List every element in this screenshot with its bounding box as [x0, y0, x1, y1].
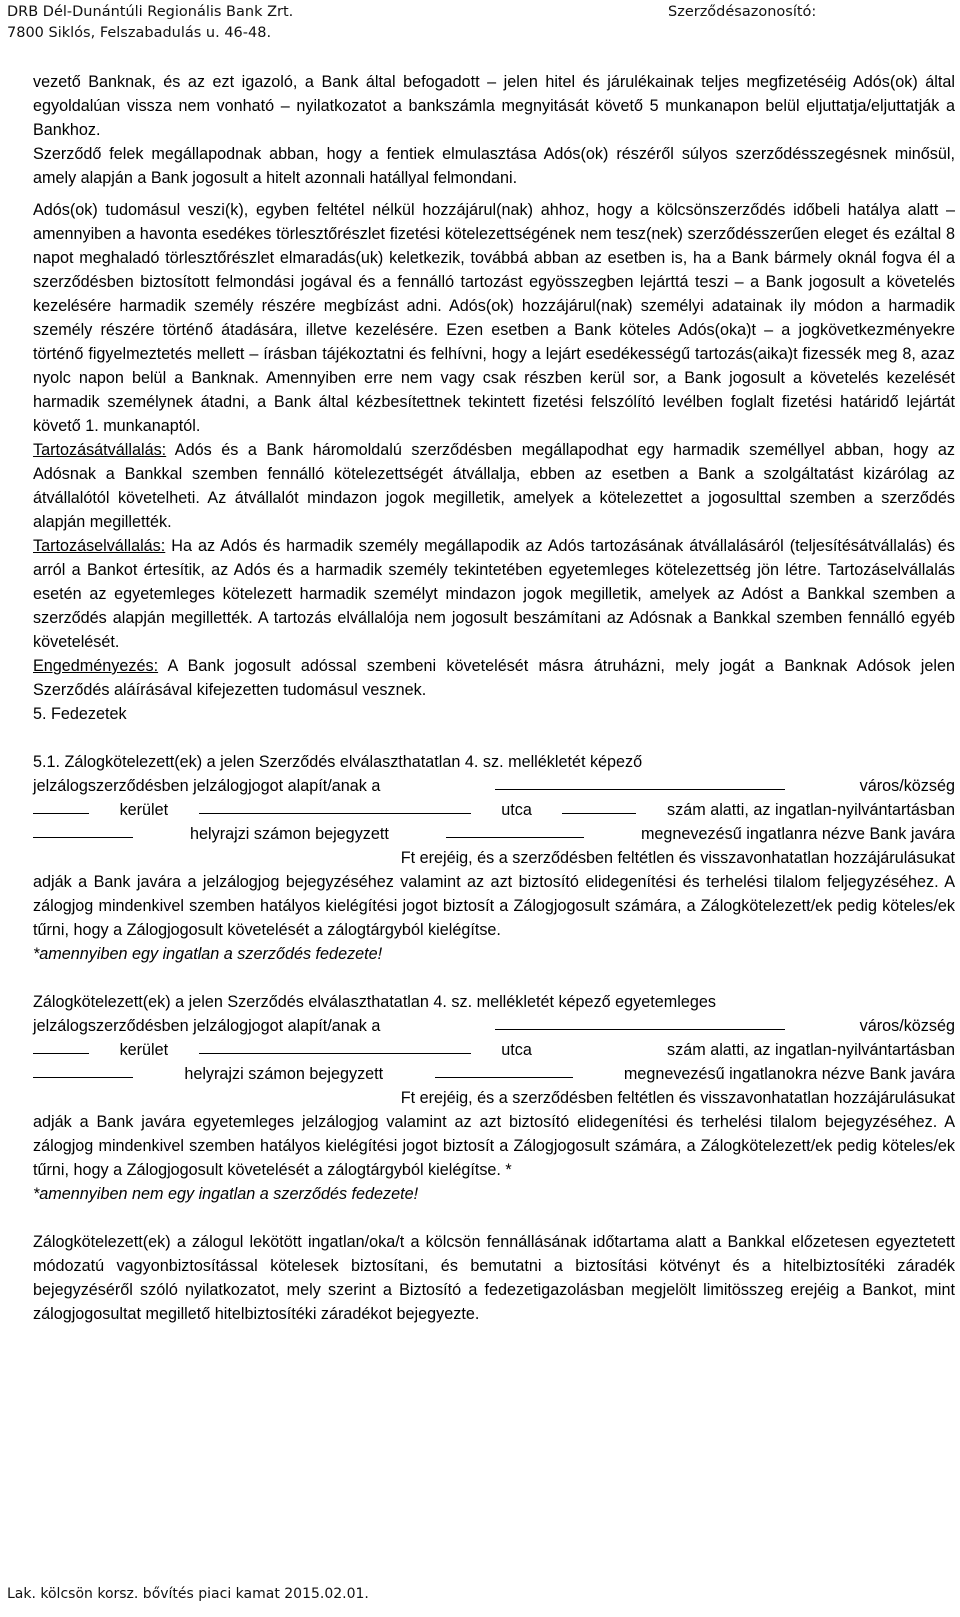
bank-info	[7, 2, 293, 44]
section-title: 5. Fedezetek	[33, 705, 127, 723]
paragraph-debt-undertaking	[33, 534, 955, 654]
clause1-text-2: jelzálogszerződésben jelzálogjogot alapít/anak a	[33, 777, 381, 795]
document-body	[33, 70, 955, 1326]
bank-name: DRB Dél-Dunántúli Regionális Bank Zrt.	[7, 4, 294, 20]
clause1-district-label: kerület	[119, 801, 169, 819]
paragraph-assignment	[33, 654, 955, 702]
debt-undertaking-text: Ha az Adós és harmadik személy megállapodik az Adós tartozásának átvállalásáról (teljesítésátvállalás) és arról a Bankot értesítik, az Adós és a harmadik személy tekintetében egyetemleges kötelezettség jön létre. Tartozáselvállalás esetén az egyetemleges kötelezett harmadik személyt mindazon jogok megilletik, amelyek az Adóst a Bankkal szemben a szerződés alapján megillették. A tartozás elvállalója nem jogosult beszámítani az Adósnak a Bankkal szemben fennálló egyéb követelését.	[33, 537, 955, 651]
debt-assumption-label: Tartozásátvállalás:	[33, 441, 167, 459]
clause1-note: *amennyiben egy ingatlan a szerződés fedezete!	[33, 945, 383, 963]
clause2-line4	[33, 1062, 955, 1086]
clause2-parcel-label: helyrajzi számon bejegyzett	[184, 1065, 384, 1083]
bank-address: 7800 Siklós, Felszabadulás u. 46-48.	[7, 25, 272, 41]
clause1-designation-label: megnevezésű ingatlanra nézve Bank javára	[640, 825, 955, 843]
clause2-amount-label: Ft erejéig, és a szerződésben feltétlen és visszavonhatatlan hozzájárulásukat	[400, 1089, 955, 1107]
clause1-city-label: város/község	[859, 777, 955, 795]
designation-blank[interactable]	[446, 822, 584, 838]
clause2-line2	[33, 1014, 955, 1038]
paragraph-breach: Szerződő felek megállapodnak abban, hogy a fentiek elmulasztása Adós(ok) részéről súlyos szerződésszegésnek minősül, amely alapján a Bank jogosult a hitelt azonnali hatállyal felmondani.	[33, 145, 955, 187]
street-blank[interactable]	[199, 798, 471, 814]
debt-assumption-text: Adós és a Bank háromoldalú szerződésben megállapodhat egy harmadik személlyel abban, hogy az Adósnak a Bankkal szemben fennálló kötelezettségét átvállalja, ebben az esetben a Bank a szolgáltatást kizárólag az átvállalótól követelheti. Az átvállalót mindazon jogok megilletik, amelyek a kötelezettet a jogosulttal szemben a szerződés alapján megillették.	[33, 441, 955, 531]
district-blank[interactable]	[33, 798, 89, 814]
city-blank-2[interactable]	[495, 1014, 785, 1030]
clause2-street-label: utca	[501, 1041, 532, 1059]
debt-undertaking-label: Tartozáselvállalás:	[33, 537, 166, 555]
clause2-line5	[33, 1086, 955, 1110]
clause1-amount-label: Ft erejéig, és a szerződésben feltétlen és visszavonhatatlan hozzájárulásukat	[400, 849, 955, 867]
clause2-number-label: szám alatti, az ingatlan-nyilvántartásban	[667, 1041, 955, 1059]
clause2-city-label: város/község	[859, 1017, 955, 1035]
clause2-district-label: kerület	[119, 1041, 169, 1059]
amount-blank-2[interactable]	[33, 1086, 203, 1102]
district-blank-2[interactable]	[33, 1038, 89, 1054]
clause1-line4	[33, 822, 955, 846]
paragraph-insurance: Zálogkötelezett(ek) a zálogul lekötött ingatlan/oka/t a kölcsön fennállásának időtartama alatt a Bankkal előzetesen egyeztetett módozatú vagyonbiztosítással kötelesek biztosítani, és bemutatni a biztosítási kötvényt és a hitelbiztosítéki záradék bejegyzéséről szóló nyilatkozatot, mely szerint a Biztosító a fedezetigazolásban megjelölt limitösszeg erejéig a Bankot, mint zálogjogosultat megillető hitelbiztosítéki záradékot bejegyezte.	[33, 1233, 955, 1323]
paragraph-debt-handling: Adós(ok) tudomásul veszi(k), egyben feltétel nélkül hozzájárul(nak) ahhoz, hogy a kölcsönszerződés időbeli hatálya alatt – amennyiben a havonta esedékes törlesztőrészlet fizetési kötelezettségének nem tesz(nek) szerződésszerűen eleget és ezáltal 8 napot meghaladó törlesztőrészlet elmaradás(uk) keletkezik, továbbá abban az esetben is, ha a Bank bármely oknál fogva él a szerződésben biztosított felmondási jogával és a fennálló tartozást egyösszegben lejárttá teszi – a Bank jogosult a követelés kezelésére harmadik személy részére megbízást adni. Adós(ok) hozzájárul(nak) személyi adatainak ily módon a harmadik személy részére történő átadására, illetve kezelésére. Ezen esetben a Bank köteles Adós(oka)t – a jogkövetkezményekre történő figyelmeztetés mellett – írásban tájékoztatni és felhívni, hogy a lejárt esedékességű tartozás(aika)t fizessék meg 8, azaz nyolc napon belül a Banknak. Amennyiben erre nem vagy csak részben kerül sor, a Bank jogosult a követelés kezelését harmadik személynek átadni, a Bank által kézbesítettnek tekintett fizetési felszólító levélben foglalt fizetési határidő lejártát követő 1. munkanaptól.	[33, 201, 955, 435]
parcel-blank[interactable]	[33, 822, 133, 838]
clause2-text-1: Zálogkötelezett(ek) a jelen Szerződés elválaszthatatlan 4. sz. mellékletét képező egyetemleges	[33, 993, 716, 1011]
clause2-line1	[33, 990, 955, 1014]
page-header	[0, 0, 960, 50]
clause2-line3	[33, 1038, 955, 1062]
street-blank-2[interactable]	[199, 1038, 471, 1054]
paragraph-debt-assumption	[33, 438, 955, 534]
paragraph-account-statement: vezető Banknak, és az ezt igazoló, a Bank által befogadott – jelen hitel és járulékainak teljes megfizetéséig Adós(ok) által egyoldalúan vissza nem vonható – nyilatkozatot a bankszámla megnyitását követő 5 munkanapon belül eljuttatja/eljuttatják a Bankhoz.	[33, 73, 955, 139]
number-blank[interactable]	[562, 798, 636, 814]
clause2-text-2: jelzálogszerződésben jelzálogjogot alapít/anak a	[33, 1017, 381, 1035]
clause1-text-1: 5.1. Zálogkötelezett(ek) a jelen Szerződés elválaszthatatlan 4. sz. mellékletét képező	[33, 753, 643, 771]
clause1-rest: adják a Bank javára a jelzálogjog bejegyzéséhez valamint az azt biztosító elidegenítési és terhelési tilalom feljegyzéséhez. A zálogjog mindenkivel szemben hatályos kielégítési jogot biztosít a Zálogjogosult számára, a Zálogkötelezett/ek pedig köteles/ek tűrni, hogy a Zálogjogosult követelését a zálogtárgyból kielégítse.	[33, 873, 955, 939]
parcel-blank-2[interactable]	[33, 1062, 133, 1078]
contract-id-label: Szerződésazonosító:	[668, 4, 817, 20]
clause2-designation-label: megnevezésű ingatlanokra nézve Bank javára	[623, 1065, 955, 1083]
assignment-label: Engedményezés:	[33, 657, 159, 675]
clause1-line2	[33, 774, 955, 798]
assignment-text: A Bank jogosult adóssal szembeni követelését másra átruházni, mely jogát a Banknak Adósok jelen Szerződés aláírásával kifejezetten tudomásul vesznek.	[33, 657, 955, 699]
clause1-line5	[33, 846, 955, 870]
clause2-rest: adják a Bank javára egyetemleges jelzálogjog valamint az azt biztosító elidegenítési és terhelési tilalom bejegyzéséhez. A zálogjog mindenkivel szemben hatályos kielégítési jogot biztosít a Zálogjogosult számára, a Zálogkötelezett/ek pedig köteles/ek tűrni, hogy a Zálogjogosult követelését a zálogtárgyból kielégítse. *	[33, 1113, 955, 1179]
amount-blank[interactable]	[33, 846, 203, 862]
city-blank[interactable]	[495, 774, 785, 790]
page-footer: Lak. kölcsön korsz. bővítés piaci kamat 2015.02.01.	[7, 1586, 369, 1602]
clause1-street-label: utca	[501, 801, 532, 819]
clause1-parcel-label: helyrajzi számon bejegyzett	[190, 825, 389, 843]
collateral-clause-single	[33, 750, 955, 966]
clause1-line1	[33, 750, 955, 774]
clause1-line3	[33, 798, 955, 822]
number-blank-2[interactable]	[562, 1038, 636, 1054]
clause1-number-label: szám alatti, az ingatlan-nyilvántartásban	[667, 801, 955, 819]
collateral-clause-multiple	[33, 990, 955, 1206]
designation-blank-2[interactable]	[435, 1062, 573, 1078]
clause2-note: *amennyiben nem egy ingatlan a szerződés fedezete!	[33, 1185, 419, 1203]
